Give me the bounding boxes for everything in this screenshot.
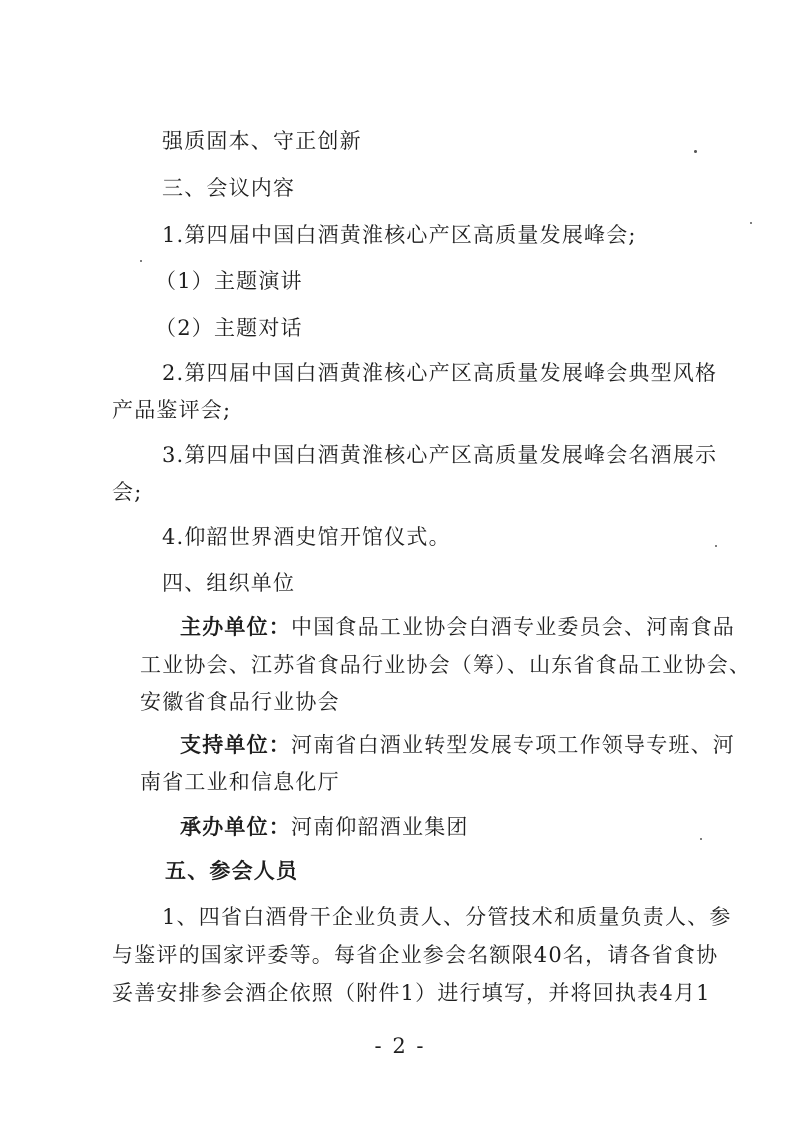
scan-speck [750,222,752,224]
text-line: 安徽省食品行业协会 [140,690,340,714]
host-value: 中国食品工业协会白酒专业委员会、河南食品 [291,615,735,639]
section-heading: 五、参会人员 [165,858,299,883]
text-line: （2）主题对话 [155,316,303,340]
section-heading: 三、会议内容 [162,176,296,200]
organizer-label: 承办单位： [180,814,291,839]
text-line: 妥善安排参会酒企依照（附件1）进行填写，并将回执表4月1 [112,981,711,1005]
host-line [180,614,735,640]
text-line: 会; [112,480,143,504]
scan-speck [700,838,702,840]
section-heading: 四、组织单位 [162,571,296,595]
text-line: 南省工业和信息化厅 [140,770,340,794]
text-line: 与鉴评的国家评委等。每省企业参会名额限40名，请各省食协 [112,943,719,967]
scan-speck [715,545,717,547]
text-line: 4.仰韶世界酒史馆开馆仪式。 [162,525,451,549]
scan-speck [694,150,697,153]
organizer-line [180,814,469,840]
text-line: 工业协会、江苏省食品行业协会（筹）、山东省食品工业协会、 [140,653,752,677]
text-line: 产品鉴评会; [112,398,232,422]
support-line [180,732,735,758]
organizer-value: 河南仰韶酒业集团 [291,815,469,839]
support-label: 支持单位： [180,732,291,757]
host-label: 主办单位： [180,614,291,639]
page-number: - 2 - [374,1034,426,1058]
text-line: 强质固本、守正创新 [162,129,362,153]
support-value: 河南省白酒业转型发展专项工作领导专班、河 [291,733,735,757]
text-line: 1.第四届中国白酒黄淮核心产区高质量发展峰会; [162,223,637,247]
scan-speck [140,260,142,262]
text-line: 1、四省白酒骨干企业负责人、分管技术和质量负责人、参 [162,905,732,929]
text-line: 3.第四届中国白酒黄淮核心产区高质量发展峰会名酒展示 [162,443,718,467]
text-line: （1）主题演讲 [155,269,303,293]
text-line: 2.第四届中国白酒黄淮核心产区高质量发展峰会典型风格 [162,361,718,385]
